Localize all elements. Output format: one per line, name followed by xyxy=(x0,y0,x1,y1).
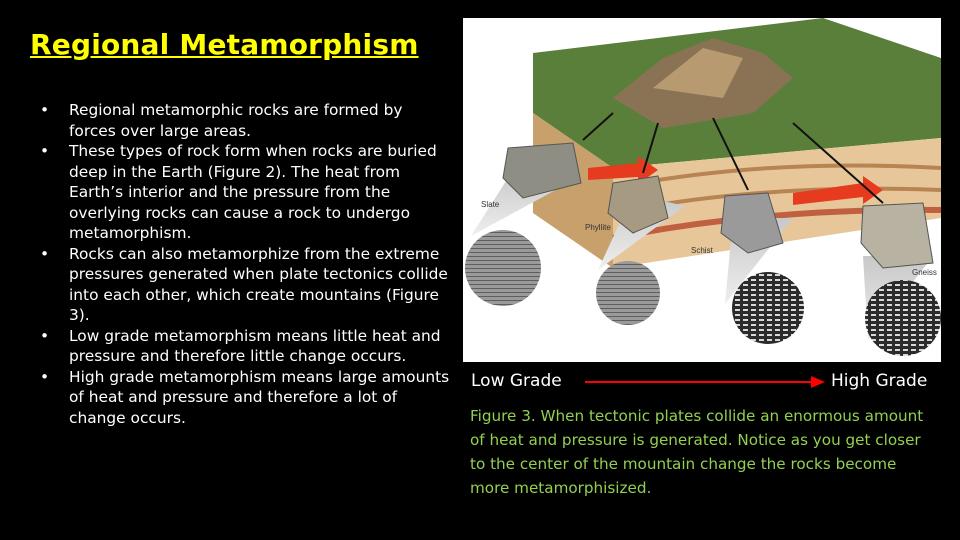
grade-arrow-icon xyxy=(585,374,825,390)
bullet-item: • Rocks can also metamorphize from the extreme pressures generated when plate tectonics collide into each other, which create mountains (Figure 3). xyxy=(40,244,450,326)
metamorphism-illustration xyxy=(463,18,941,362)
bullet-list xyxy=(40,100,450,428)
rock-label-gneiss: Gneiss xyxy=(912,268,937,277)
mountain-cross-section-image xyxy=(463,18,941,362)
rock-label-slate: Slate xyxy=(481,200,500,209)
rock-label-phyllite: Phyllite xyxy=(585,223,611,232)
bullet-item: • High grade metamorphism means large amounts of heat and pressure and therefore a lot of change occurs. xyxy=(40,367,450,429)
figure-caption: Figure 3. When tectonic plates collide an enormous amount of heat and pressure is generated. Notice as you get closer to the center of the mountain change the rocks become more metamorphisized. xyxy=(470,407,924,497)
bullet-item: • These types of rock form when rocks are buried deep in the Earth (Figure 2). The heat from Earth’s interior and the pressure from the overlying rocks can cause a rock to undergo metamorphism. xyxy=(40,141,450,244)
low-grade-label: Low Grade xyxy=(471,371,562,391)
bullet-item: • Regional metamorphic rocks are formed by forces over large areas. xyxy=(40,100,450,141)
slide-title: Regional Metamorphism xyxy=(30,28,419,61)
high-grade-label: High Grade xyxy=(831,371,928,391)
bullet-item: • Low grade metamorphism means little heat and pressure and therefore little change occurs. xyxy=(40,326,450,367)
rock-label-schist: Schist xyxy=(691,246,713,255)
